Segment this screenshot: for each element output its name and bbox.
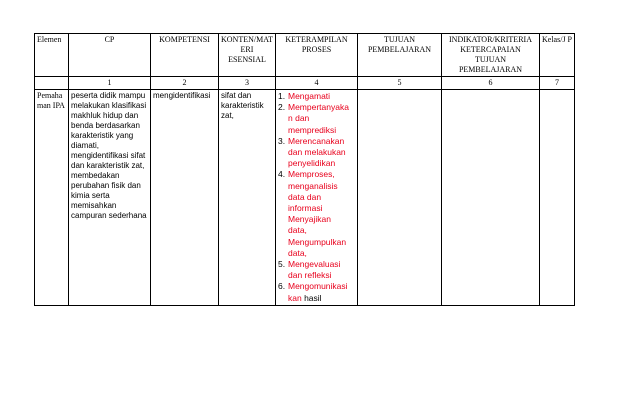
cell-konten: sifat dan karakteristik zat,: [219, 90, 276, 306]
list-item-label: Mengamati: [288, 91, 331, 101]
number-cell: 7: [540, 77, 575, 90]
number-cell: 1: [69, 77, 151, 90]
cell-indikator: [442, 90, 540, 306]
list-item-number: 5.: [278, 259, 286, 270]
list-item-text: [288, 102, 349, 136]
list-item-text: [288, 281, 348, 303]
cell-tujuan: [358, 90, 442, 306]
header-cp: CP: [69, 34, 151, 77]
list-item-text: [288, 91, 330, 102]
list-item: [278, 169, 355, 259]
number-cell: 4: [276, 77, 358, 90]
list-item-label: Memproses, menganalisis data dan informasi Menyajikan data, Mengumpulkan data,: [288, 169, 347, 258]
list-item: [278, 136, 355, 170]
cell-cp: peserta didik mampu melakukan klasifikasi makhluk hidup dan benda berdasarkan karakteristik yang diamati, mengidentifikasi sifat dan karakteristik zat, membedakan perubahan fisik dan kimia serta memisahkan campuran sederhana: [69, 90, 151, 306]
list-item: [278, 259, 355, 281]
list-item-number: 2.: [278, 102, 286, 113]
list-item-label: Mempertanyaka n dan memprediksi: [288, 102, 349, 135]
number-cell: 2: [151, 77, 219, 90]
list-item-text: [288, 169, 346, 259]
list-item-label: Mengevaluasi dan refleksi: [288, 259, 341, 281]
header-keterampilan: KETERAMPILAN PROSES: [276, 34, 358, 77]
cell-kelas: [540, 90, 575, 306]
header-konten: KONTEN/MAT ERI ESENSIAL: [219, 34, 276, 77]
cell-elemen: Pemaha man IPA: [35, 90, 69, 306]
header-kompetensi: KOMPETENSI: [151, 34, 219, 77]
list-item-text: [288, 259, 340, 281]
learning-objectives-table: [34, 33, 575, 306]
cell-keterampilan: [276, 90, 358, 306]
number-cell: 6: [442, 77, 540, 90]
header-elemen: Elemen: [35, 34, 69, 77]
list-item-number: 3.: [278, 135, 286, 146]
list-item-text: [288, 136, 346, 170]
header-indikator: INDIKATOR/KRITERIA KETERCAPAIAN TUJUAN PEMBELAJARAN: [442, 34, 540, 77]
header-kelas: Kelas/J P: [540, 34, 575, 77]
process-skill-list: [278, 91, 355, 304]
number-cell: 5: [358, 77, 442, 90]
list-item: [278, 91, 355, 102]
number-row: [35, 77, 575, 90]
list-item-number: 4.: [278, 169, 286, 180]
header-row: [35, 34, 575, 77]
table-row: [35, 90, 575, 306]
list-item-label: Mengomunikasi kan: [288, 281, 348, 303]
list-item-number: 1.: [278, 91, 286, 101]
number-cell-empty: [35, 77, 69, 90]
list-item: [278, 102, 355, 136]
list-item-number: 6.: [278, 281, 286, 292]
list-item-label: Merencanakan dan melakukan penyelidikan: [288, 135, 346, 169]
number-cell: 3: [219, 77, 276, 90]
header-tujuan: TUJUAN PEMBELAJARAN: [358, 34, 442, 77]
cell-kompetensi: mengidentifikasi: [151, 90, 219, 306]
list-item: [278, 281, 355, 303]
list-item-suffix: hasil: [301, 292, 322, 303]
